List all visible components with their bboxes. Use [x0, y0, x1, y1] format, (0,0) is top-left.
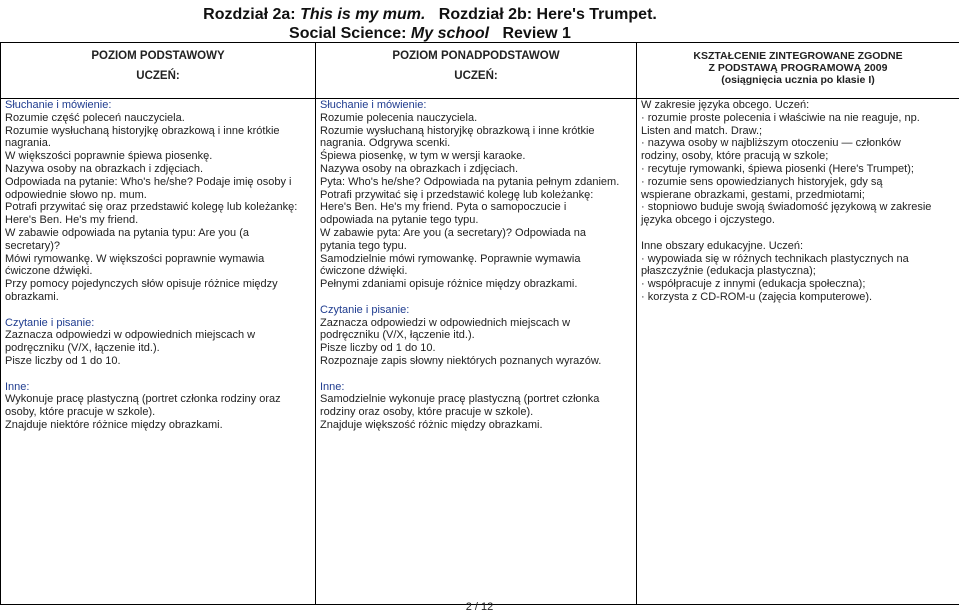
text-line: obrazkami.: [5, 290, 59, 303]
column-integrated: [637, 99, 959, 605]
header-integrated-education: KSZTAŁCENIE ZINTEGROWANE ZGODNE Z PODSTAWĄ PROGRAMOWĄ 2009 (osiągnięcia ucznia po klasie I): [637, 43, 959, 99]
text-line: Zaznacza odpowiedzi w odpowiednich miejscach w: [320, 316, 571, 329]
text-line: osoby, które pracuje w szkole).: [5, 406, 156, 419]
text-line: wspierane obrazkami, gestami, przedmiotami;: [641, 188, 865, 201]
text-line: Here's Ben. He's my friend. Pyta o samopoczucie i: [320, 201, 567, 214]
text-line: odpowiednie słowo np. mum.: [5, 188, 147, 201]
column-advanced: [316, 99, 637, 605]
table-header-row: [1, 43, 959, 99]
text-line: rodziny oraz osoby, które pracuje w szkole).: [320, 406, 534, 419]
text-line: · rozumie sens opowiedzianych historyjek, gdy są: [641, 175, 883, 188]
section-reading-basic: [5, 329, 311, 367]
text-line: · rozumie proste polecenia i właściwie na nie reaguje, np.: [641, 111, 920, 124]
text-line: Samodzielnie mówi rymowankę. Poprawnie wymawia: [320, 252, 581, 265]
section-other-basic: [5, 393, 311, 431]
table-body-row: [1, 99, 959, 605]
text-line: języka obcego i ojczystego.: [641, 214, 775, 227]
text-line: Inne obszary edukacyjne. Uczeń:: [641, 239, 804, 252]
text-line: Here's Ben. He's my friend.: [5, 214, 139, 227]
text-line: · nazywa osoby w najbliższym otoczeniu — członków: [641, 137, 901, 150]
header-advanced-level: POZIOM PONADPODSTAWOW UCZEŃ:: [316, 43, 637, 99]
text-line: · recytuje rymowanki, śpiewa piosenki (Here's Trumpet);: [641, 162, 914, 175]
section-heading-other: Inne:: [5, 380, 30, 393]
header-basic-level: POZIOM PODSTAWOWY UCZEŃ:: [1, 43, 316, 99]
text-line: W zabawie pyta: Are you (a secretary)? Odpowiada na: [320, 226, 586, 239]
text-line: W zabawie odpowiada na pytania typu: Are you (a: [5, 226, 249, 239]
text-line: Rozumie wysłuchaną historyjkę obrazkową i inne krótkie: [5, 124, 280, 137]
section-other-advanced: [320, 393, 632, 431]
text-line: · stopniowo buduje swoją świadomość językową w zakresie: [641, 201, 932, 214]
text-line: rodziny, osoby, które pracują w szkole;: [641, 150, 829, 163]
text-line: Znajduje większość różnic między obrazkami.: [320, 418, 543, 431]
text-line: Wykonuje pracę plastyczną (portret członka rodziny oraz: [5, 393, 281, 406]
text-line: W zakresie języka obcego. Uczeń:: [641, 99, 810, 111]
text-line: Potrafi przywitać się oraz przedstawić kolegę lub koleżankę:: [5, 201, 298, 214]
text-line: Przy pomocy pojedynczych słów opisuje różnice między: [5, 278, 278, 291]
section-listening-basic: [5, 112, 311, 304]
text-line: · współpracuje z innymi (edukacja społeczna);: [641, 278, 866, 291]
text-line: · korzysta z CD-ROM-u (zajęcia komputerowe).: [641, 290, 873, 303]
section-heading-listening: Słuchanie i mówienie:: [5, 99, 112, 111]
text-line: secretary)?: [5, 239, 61, 252]
text-line: podręczniku (V/X, łączenie itd.).: [5, 342, 160, 355]
text-line: Odpowiada na pytanie: Who's he/she? Podaje imię osoby i: [5, 175, 292, 188]
text-line: nagrania. Odgrywa scenki.: [320, 137, 451, 150]
text-line: Listen and match. Draw.;: [641, 124, 763, 137]
text-line: Rozumie polecenia nauczyciela.: [320, 111, 478, 124]
text-line: Nazywa osoby na obrazkach i zdjęciach.: [320, 162, 519, 175]
requirements-table: [0, 42, 959, 605]
text-line: Pełnymi zdaniami opisuje różnice między obrazkami.: [320, 278, 578, 291]
section-other-areas: [641, 240, 955, 304]
document-title: [150, 5, 710, 43]
text-line: · wypowiada się w różnych technikach plastycznych na: [641, 252, 909, 265]
section-heading-other: Inne:: [320, 380, 345, 393]
text-line: Znajduje niektóre różnice między obrazkami.: [5, 418, 223, 431]
section-heading-reading: Czytanie i pisanie:: [320, 303, 410, 316]
text-line: podręczniku (V/X, łączenie itd.).: [320, 329, 475, 342]
section-listening-advanced: [320, 112, 632, 291]
section-heading-reading: Czytanie i pisanie:: [5, 316, 95, 329]
text-line: Samodzielnie wykonuje pracę plastyczną (portret członka: [320, 393, 600, 406]
section-heading-listening: Słuchanie i mówienie:: [320, 99, 427, 111]
text-line: Rozumie wysłuchaną historyjkę obrazkową i inne krótkie: [320, 124, 595, 137]
text-line: Mówi rymowankę. W większości poprawnie wymawia: [5, 252, 265, 265]
text-line: odpowiada na pytanie tego typu.: [320, 214, 479, 227]
text-line: Pisze liczby od 1 do 10.: [320, 342, 436, 355]
text-line: Rozpoznaje zapis słowny niektórych poznanych wyrazów.: [320, 354, 602, 367]
text-line: Rozumie część poleceń nauczyciela.: [5, 111, 185, 124]
text-line: Pyta: Who's he/she? Odpowiada na pytania pełnym zdaniem.: [320, 175, 620, 188]
text-line: płaszczyźnie (edukacja plastyczna);: [641, 265, 816, 278]
text-line: Zaznacza odpowiedzi w odpowiednich miejscach w: [5, 329, 256, 342]
text-line: nagrania.: [5, 137, 51, 150]
page-number: 2 / 12: [465, 601, 494, 613]
text-line: pytania tego typu.: [320, 239, 407, 252]
text-line: ćwiczone dźwięki.: [320, 265, 408, 278]
text-line: Potrafi przywitać się i przedstawić kolegę lub koleżankę:: [320, 188, 594, 201]
text-line: Śpiewa piosenkę, w tym w wersji karaoke.: [320, 150, 526, 163]
text-line: Nazywa osoby na obrazkach i zdjęciach.: [5, 162, 204, 175]
text-line: Pisze liczby od 1 do 10.: [5, 354, 121, 367]
text-line: W większości poprawnie śpiewa piosenkę.: [5, 150, 213, 163]
section-reading-advanced: [320, 317, 632, 368]
text-line: ćwiczone dźwięki.: [5, 265, 93, 278]
column-basic: [1, 99, 316, 605]
title-line-1: Rozdział 2a: This is my mum. Rozdział 2b: Here's Trumpet.: [203, 6, 657, 23]
title-line-2: Social Science: My school Review 1: [289, 25, 571, 42]
section-foreign-language: [641, 99, 955, 227]
